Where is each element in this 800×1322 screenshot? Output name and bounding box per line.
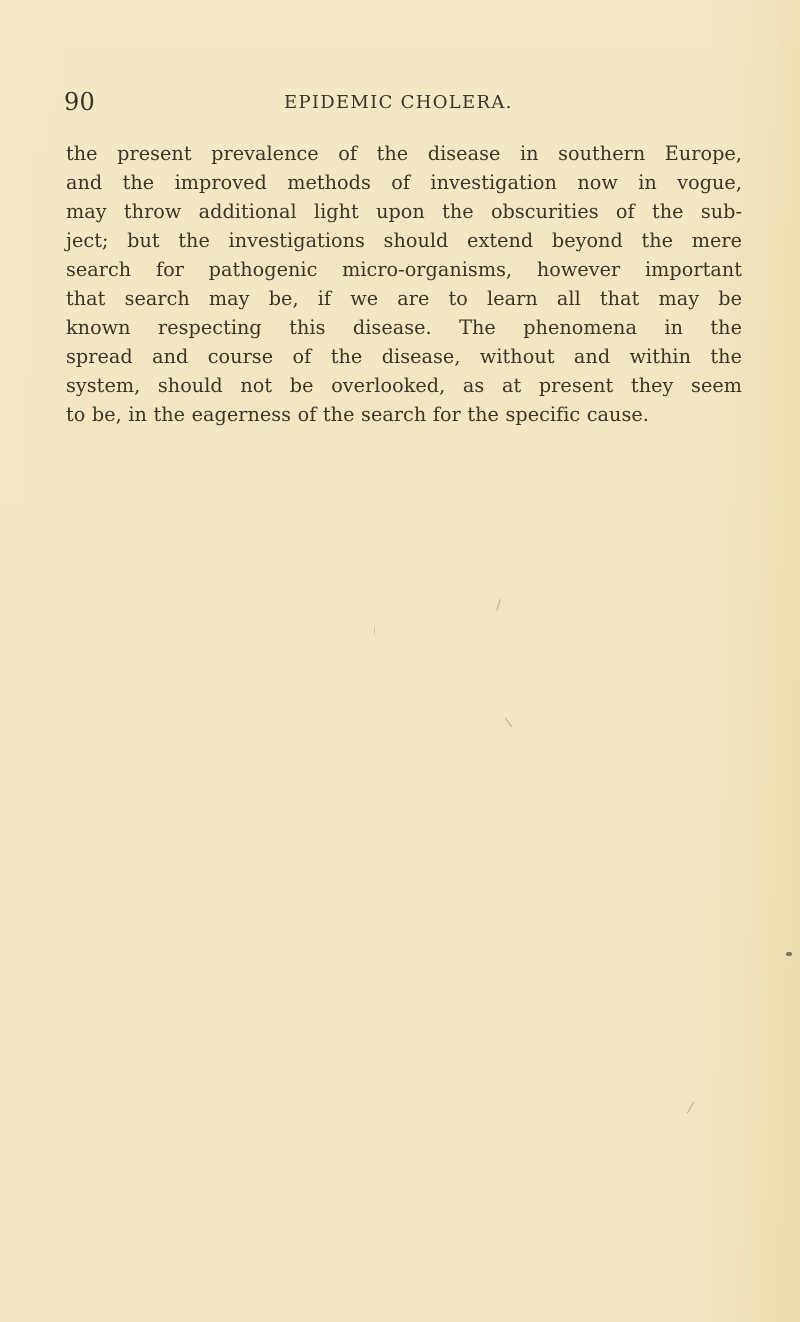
text-line: ject; but the investigations should extend beyond the mere bbox=[66, 229, 742, 252]
running-head: EPIDEMIC CHOLERA. bbox=[284, 92, 513, 113]
ink-speck bbox=[786, 952, 792, 956]
ink-speck bbox=[374, 627, 375, 635]
text-line: system, should not be overlooked, as at present they seem bbox=[66, 374, 742, 397]
text-line: may throw additional light upon the obscurities of the sub- bbox=[66, 200, 742, 223]
text-line: to be, in the eagerness of the search for the specific cause. bbox=[66, 403, 649, 426]
page-number: 90 bbox=[64, 88, 95, 116]
page-header bbox=[64, 88, 744, 116]
ink-speck bbox=[505, 718, 512, 728]
text-line: spread and course of the disease, without and within the bbox=[66, 345, 742, 368]
ink-speck bbox=[687, 1102, 694, 1114]
text-line: and the improved methods of investigation now in vogue, bbox=[66, 171, 742, 194]
text-line: the present prevalence of the disease in southern Europe, bbox=[66, 142, 742, 165]
text-line: that search may be, if we are to learn all that may be bbox=[66, 287, 742, 310]
ink-speck bbox=[496, 599, 501, 611]
text-line: search for pathogenic micro-organisms, however important bbox=[66, 258, 742, 281]
text-line: known respecting this disease. The phenomena in the bbox=[66, 316, 742, 339]
body-paragraph bbox=[66, 139, 742, 429]
